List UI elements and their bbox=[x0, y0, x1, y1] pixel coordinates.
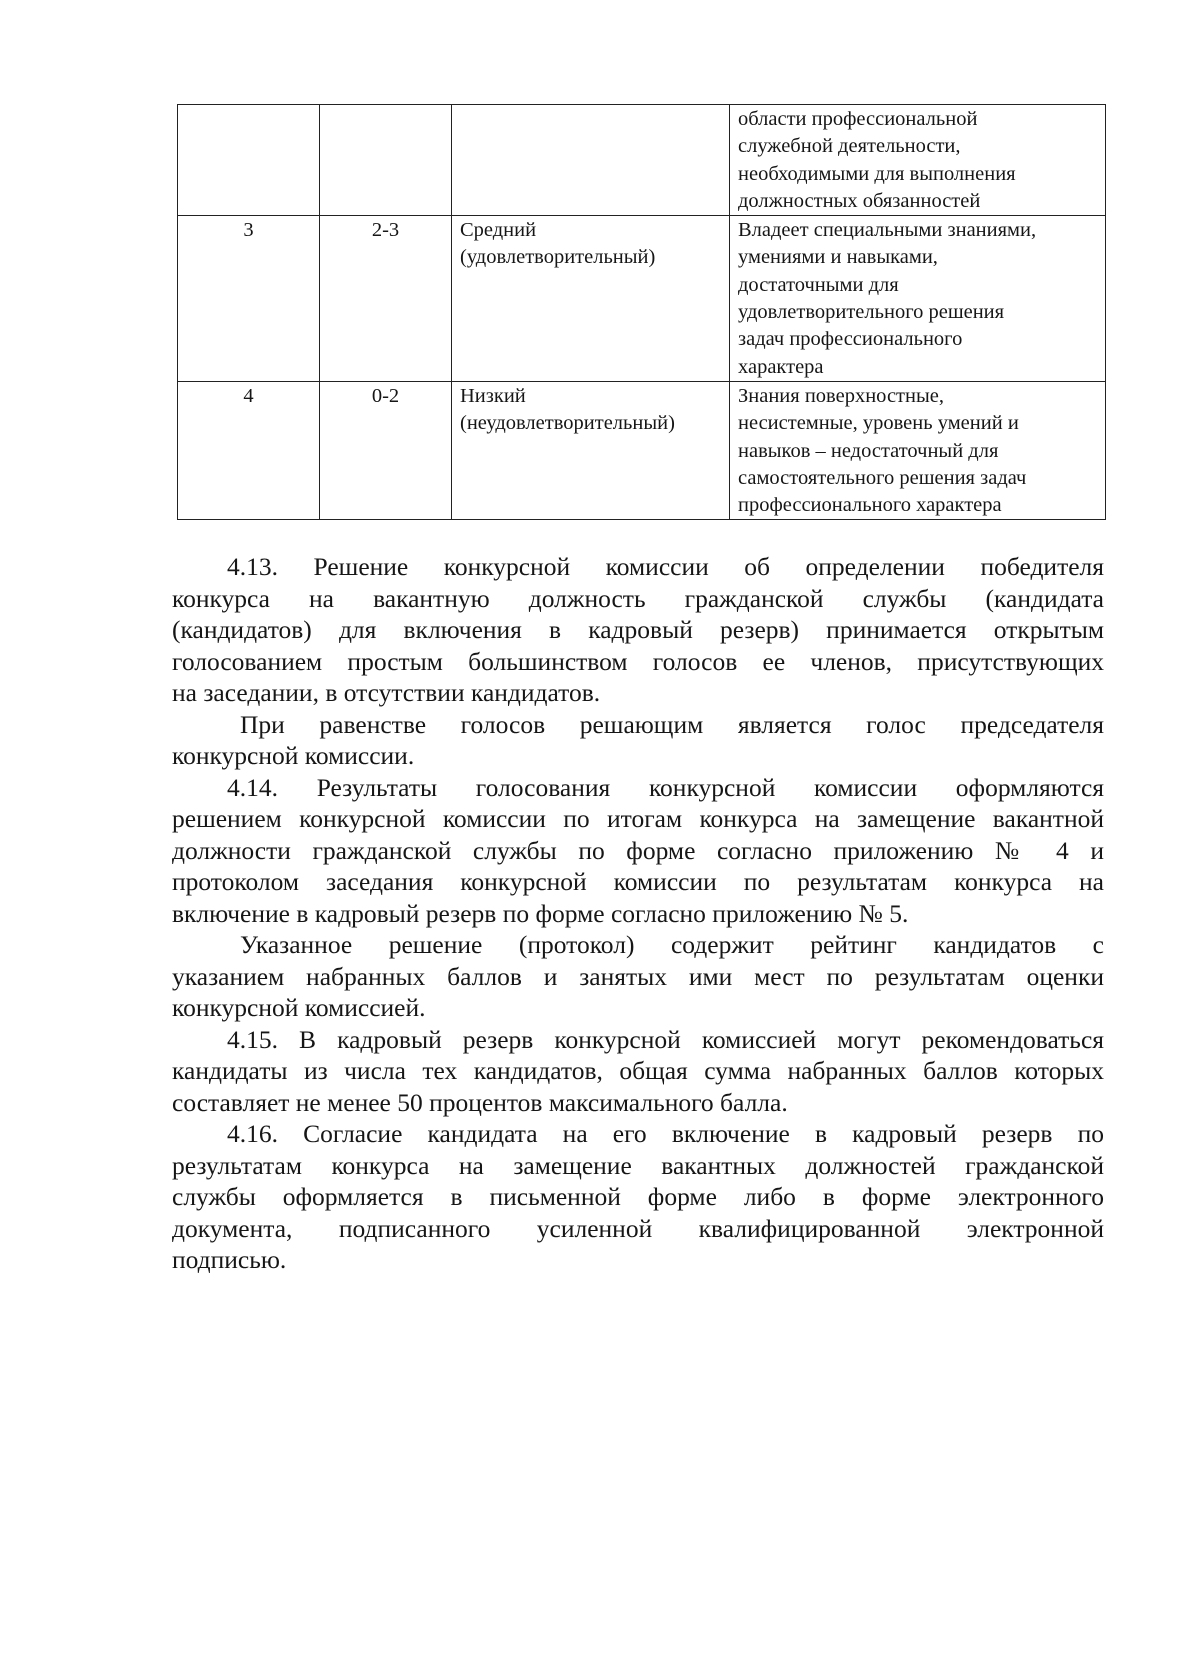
text-line: 4.15. В кадровый резерв конкурсной комиссией могут рекомендоваться bbox=[227, 1024, 1104, 1054]
level-line: (удовлетворительный) bbox=[460, 246, 656, 269]
description-line: характера bbox=[738, 355, 824, 378]
table-cell-score-range: 2-3 bbox=[320, 216, 452, 382]
text-line: конкурса на вакантную должность гражданской службы (кандидата bbox=[172, 583, 1104, 613]
level-line: Низкий bbox=[460, 384, 526, 407]
description-line: задач профессионального bbox=[738, 328, 963, 351]
table-cell-description bbox=[730, 105, 1106, 216]
text-line: конкурсной комиссии. bbox=[172, 741, 415, 770]
text-line: Указанное решение (протокол) содержит рейтинг кандидатов с bbox=[240, 930, 1104, 959]
text-line: подписью. bbox=[172, 1245, 287, 1274]
text-line: 4.16. Согласие кандидата на его включение в кадровый резерв по bbox=[227, 1119, 1104, 1148]
description-line: достаточными для bbox=[738, 273, 899, 296]
text-line: указанием набранных баллов и занятых ими мест по результатам оценки bbox=[172, 961, 1104, 991]
text-line: включение в кадровый резерв по форме согласно приложению № 5. bbox=[172, 898, 909, 928]
description-line: должностных обязанностей bbox=[738, 189, 981, 212]
description-line: самостоятельного решения задач bbox=[738, 466, 1027, 489]
description-line: области профессиональной bbox=[738, 108, 978, 130]
table-cell-score-range bbox=[320, 105, 452, 216]
document-body bbox=[172, 551, 1104, 1276]
table-cell-number: 4 bbox=[178, 381, 320, 519]
text-line: решением конкурсной комиссии по итогам конкурса на замещение вакантной bbox=[172, 804, 1104, 833]
table-cell-level bbox=[452, 381, 730, 519]
table-cell-description bbox=[730, 216, 1106, 382]
description-line: Знания поверхностные, bbox=[738, 384, 944, 407]
description-line: необходимыми для выполнения bbox=[738, 162, 1016, 185]
table-row bbox=[178, 105, 1106, 216]
text-line: кандидаты из числа тех кандидатов, общая сумма набранных баллов которых bbox=[172, 1056, 1104, 1085]
text-line: 4.13. Решение конкурсной комиссии об определении победителя bbox=[227, 552, 1104, 581]
description-line: навыков – недостаточный для bbox=[738, 439, 999, 462]
text-line: службы оформляется в письменной форме либо в форме электронного bbox=[172, 1182, 1104, 1211]
text-line: составляет не менее 50 процентов максимального балла. bbox=[172, 1087, 788, 1117]
text-line: (кандидатов) для включения в кадровый резерв) принимается открытым bbox=[172, 615, 1104, 644]
text-line: При равенстве голосов решающим является голос председателя bbox=[240, 709, 1104, 739]
paragraph-rating bbox=[172, 929, 1104, 1024]
text-line: на заседании, в отсутствии кандидатов. bbox=[172, 678, 601, 707]
description-line: удовлетворительного решения bbox=[738, 301, 1005, 324]
description-line: Владеет специальными знаниями, bbox=[738, 219, 1037, 242]
table-cell-level bbox=[452, 105, 730, 216]
table-cell-number bbox=[178, 105, 320, 216]
text-line: конкурсной комиссией. bbox=[172, 993, 426, 1022]
assessment-table bbox=[177, 104, 1106, 520]
paragraph-4-14 bbox=[172, 772, 1104, 930]
text-line: результатам конкурса на замещение вакантных должностей гражданской bbox=[172, 1150, 1104, 1180]
paragraph-tie-vote bbox=[172, 709, 1104, 772]
paragraph-4-15 bbox=[172, 1024, 1104, 1119]
text-line: протоколом заседания конкурсной комиссии по результатам конкурса на bbox=[172, 867, 1104, 896]
description-line: несистемные, уровень умений и bbox=[738, 412, 1019, 435]
paragraph-4-16 bbox=[172, 1118, 1104, 1276]
text-line: документа, подписанного усиленной квалифицированной электронной bbox=[172, 1213, 1104, 1243]
description-line: служебной деятельности, bbox=[738, 135, 961, 158]
table-cell-number: 3 bbox=[178, 216, 320, 382]
paragraph-4-13 bbox=[172, 551, 1104, 709]
level-line: Средний bbox=[460, 219, 537, 242]
text-line: должности гражданской службы по форме согласно приложению № 4 и bbox=[172, 835, 1104, 865]
text-line: голосованием простым большинством голосов ее членов, присутствующих bbox=[172, 646, 1104, 676]
level-line: (неудовлетворительный) bbox=[460, 412, 675, 435]
table-row bbox=[178, 381, 1106, 519]
text-line: 4.14. Результаты голосования конкурсной комиссии оформляются bbox=[227, 772, 1104, 802]
table-row bbox=[178, 216, 1106, 382]
table-cell-score-range: 0-2 bbox=[320, 381, 452, 519]
table-cell-description bbox=[730, 381, 1106, 519]
description-line: профессионального характера bbox=[738, 494, 1002, 517]
table-cell-level bbox=[452, 216, 730, 382]
description-line: умениями и навыками, bbox=[738, 246, 938, 269]
